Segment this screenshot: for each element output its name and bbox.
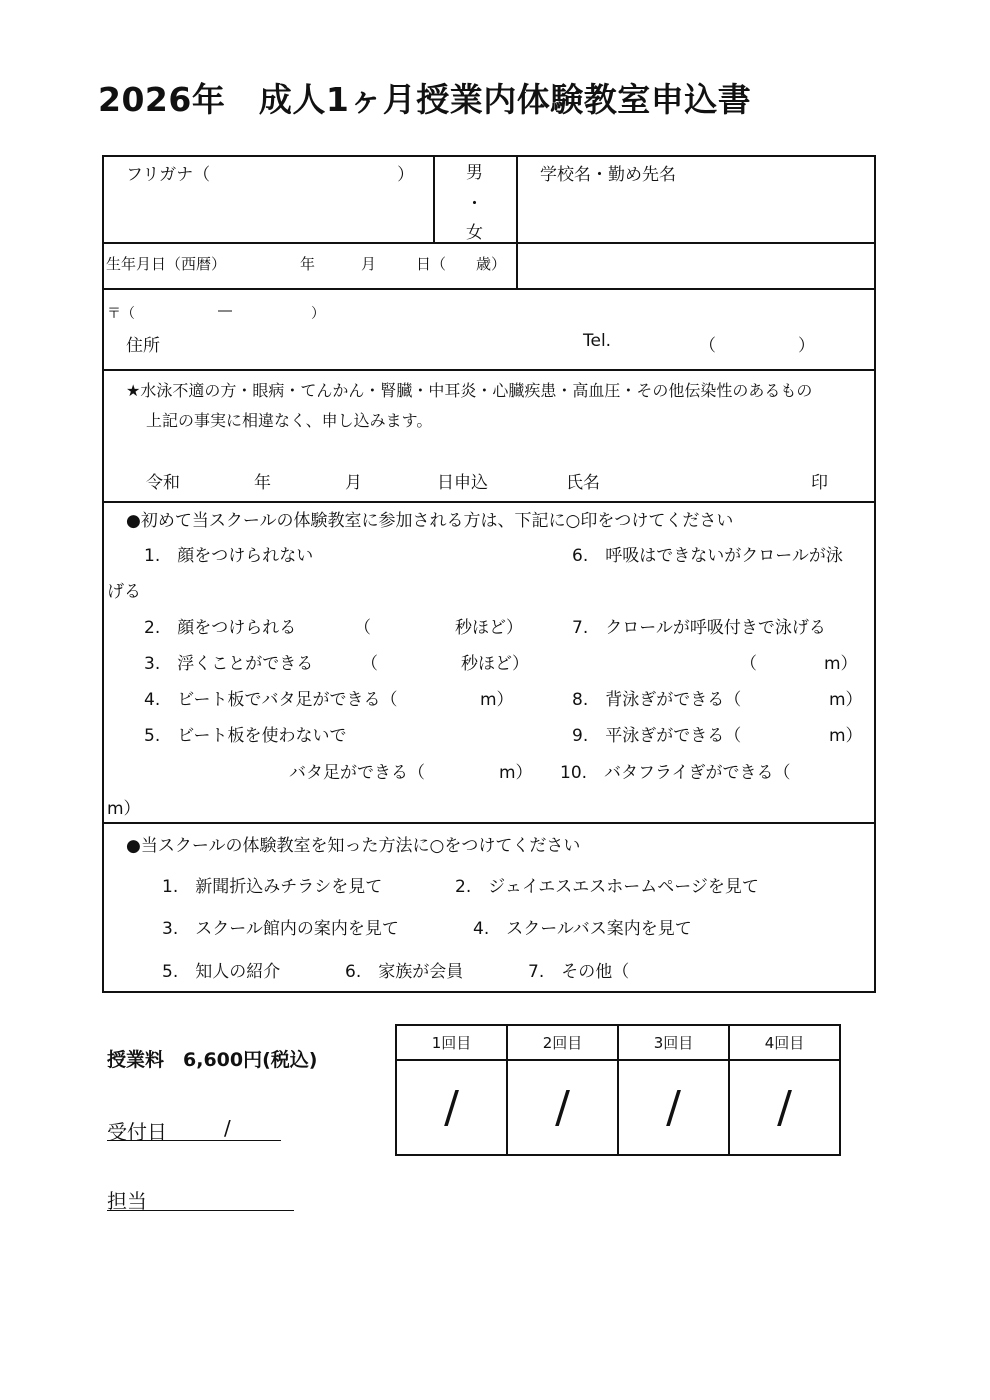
skill-option-9[interactable]: 9. 平泳ぎができる（ bbox=[572, 726, 742, 746]
skill-option-9-unit: m） bbox=[829, 726, 863, 746]
col-divider bbox=[433, 157, 435, 242]
attendance-table bbox=[395, 1024, 841, 1156]
consent-text: 上記の事実に相違なく、申し込みます。 bbox=[146, 411, 433, 430]
page-title: 2026年 成人1ヶ月授業内体験教室申込書 bbox=[98, 80, 752, 119]
tel-area-open: （ bbox=[699, 336, 716, 356]
skill-option-8[interactable]: 8. 背泳ぎができる（ bbox=[572, 690, 742, 710]
row-divider bbox=[104, 369, 874, 371]
skill-option-3-unit: 秒ほど） bbox=[461, 654, 529, 674]
birth-year-label: 年 bbox=[300, 255, 316, 273]
skill-option-7-unit: m） bbox=[824, 654, 858, 674]
skills-heading: ●初めて当スクールの体験教室に参加される方は、下記に○印をつけてください bbox=[126, 511, 734, 531]
apply-day-label: 日申込 bbox=[437, 473, 488, 493]
tel-field[interactable]: Tel. bbox=[583, 331, 612, 351]
skill-option-3[interactable]: 3. 浮くことができる bbox=[144, 654, 314, 674]
attendance-header-4: 4回目 bbox=[729, 1025, 840, 1060]
skill-option-4[interactable]: 4. ビート板でバタ足ができる（ bbox=[144, 690, 398, 710]
skill-option-5-cont: バタ足ができる（ bbox=[289, 763, 425, 783]
skill-option-5[interactable]: 5. ビート板を使わないで bbox=[144, 726, 347, 746]
staff-line[interactable] bbox=[107, 1210, 294, 1211]
row-divider bbox=[104, 242, 874, 244]
gender-separator: ・ bbox=[466, 194, 483, 214]
attendance-cell-2[interactable]: / bbox=[507, 1060, 618, 1155]
source-option-5[interactable]: 5. 知人の紹介 bbox=[162, 962, 281, 982]
tuition-fee: 授業料 6,600円(税込) bbox=[107, 1049, 318, 1071]
attendance-header-3: 3回目 bbox=[618, 1025, 729, 1060]
reception-date-label: 受付日 bbox=[107, 1120, 167, 1144]
source-heading: ●当スクールの体験教室を知った方法に○をつけてください bbox=[126, 836, 581, 856]
col-divider bbox=[516, 157, 518, 288]
row-divider bbox=[104, 822, 874, 824]
reception-date-line[interactable] bbox=[107, 1140, 281, 1141]
birthdate-label: 生年月日（西暦） bbox=[106, 255, 227, 273]
skill-option-4-unit: m） bbox=[480, 690, 514, 710]
source-option-1[interactable]: 1. 新聞折込みチラシを見て bbox=[162, 877, 383, 897]
source-option-7[interactable]: 7. その他（ bbox=[528, 962, 630, 982]
postal-code-field[interactable]: 〒（ bbox=[107, 306, 135, 322]
row-divider bbox=[104, 288, 874, 290]
school-workplace-field[interactable]: 学校名・勤め先名 bbox=[540, 165, 676, 185]
attendance-cell-3[interactable]: / bbox=[618, 1060, 729, 1155]
health-notice: ★水泳不適の方・眼病・てんかん・腎臓・中耳炎・心臓疾患・高血圧・その他伝染性のあるもの bbox=[126, 381, 813, 400]
skill-option-7[interactable]: 7. クロールが呼吸付きで泳げる bbox=[572, 618, 826, 638]
row-divider bbox=[104, 501, 874, 503]
source-option-4[interactable]: 4. スクールバス案内を見て bbox=[473, 919, 692, 939]
skill-option-8-unit: m） bbox=[829, 690, 863, 710]
birth-day-age-label: 日（ 歳） bbox=[416, 255, 507, 273]
skill-option-2-open: （ bbox=[354, 618, 371, 638]
source-option-3[interactable]: 3. スクール館内の案内を見て bbox=[162, 919, 399, 939]
apply-month-label: 月 bbox=[345, 473, 362, 493]
furigana-field[interactable]: フリガナ（ ） bbox=[126, 165, 415, 185]
skill-option-1[interactable]: 1. 顔をつけられない bbox=[144, 546, 314, 566]
postal-close: ） bbox=[311, 306, 325, 322]
source-option-2[interactable]: 2. ジェイエスエスホームページを見て bbox=[455, 877, 759, 897]
skill-option-2-unit: 秒ほど） bbox=[455, 618, 523, 638]
attendance-header-1: 1回目 bbox=[396, 1025, 507, 1060]
applicant-name-field[interactable]: 氏名 bbox=[566, 473, 600, 493]
skill-option-6-cont: げる bbox=[107, 582, 141, 602]
application-form bbox=[102, 155, 876, 993]
source-option-6[interactable]: 6. 家族が会員 bbox=[345, 962, 464, 982]
postal-dash: ― bbox=[218, 303, 232, 319]
skill-option-3-open: （ bbox=[361, 654, 378, 674]
gender-male-option[interactable]: 男 bbox=[466, 163, 483, 183]
skill-option-6[interactable]: 6. 呼吸はできないがクロールが泳 bbox=[572, 546, 843, 566]
skill-option-5-unit: m） bbox=[499, 763, 533, 783]
staff-label: 担当 bbox=[107, 1189, 147, 1213]
skill-option-10-unit: m） bbox=[107, 799, 141, 819]
gender-female-option[interactable]: 女 bbox=[466, 223, 483, 243]
birth-month-label: 月 bbox=[361, 255, 377, 273]
seal-mark: 印 bbox=[811, 473, 828, 493]
skill-option-10[interactable]: 10. バタフライぎができる（ bbox=[560, 763, 791, 783]
attendance-cell-4[interactable]: / bbox=[729, 1060, 840, 1155]
apply-year-label: 年 bbox=[254, 473, 271, 493]
reception-date-slash: / bbox=[224, 1116, 231, 1140]
reiwa-label: 令和 bbox=[146, 473, 180, 493]
skill-option-2[interactable]: 2. 顔をつけられる bbox=[144, 618, 297, 638]
tel-area-close: ） bbox=[798, 336, 815, 356]
skill-option-7-open: （ bbox=[740, 654, 757, 674]
attendance-cell-1[interactable]: / bbox=[396, 1060, 507, 1155]
attendance-header-2: 2回目 bbox=[507, 1025, 618, 1060]
address-field[interactable]: 住所 bbox=[126, 336, 160, 356]
